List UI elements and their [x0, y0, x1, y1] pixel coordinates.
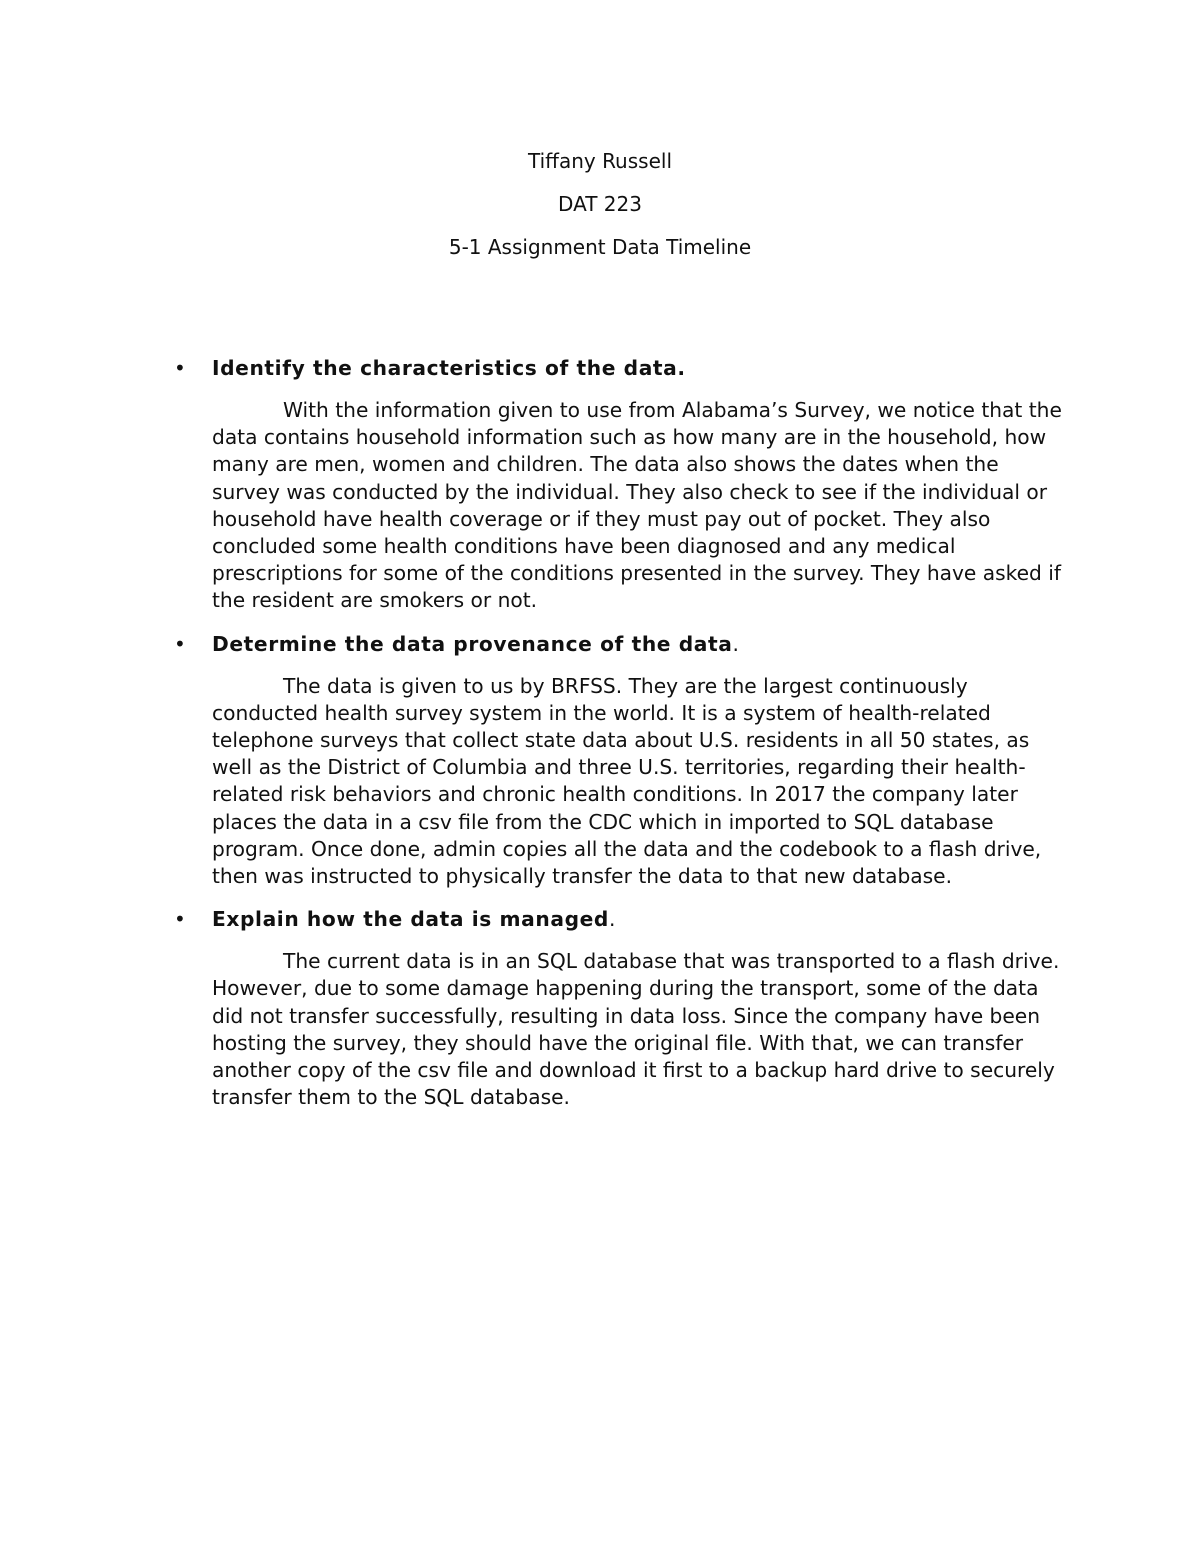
section-heading-tail: .: [732, 631, 740, 656]
section-paragraph: The current data is in an SQL database that was transported to a flash drive. However, due to some damage happening during the transport, some of the data did not transfer successfully, resulting in data loss. Since the company have been hosting the survey, they should have the original file. With that, we can transfer another copy of the csv file and download it first to a backup hard drive to securely transfer them to the SQL database.: [212, 949, 1060, 1110]
document-body: [174, 354, 1072, 1126]
section-management: [174, 905, 1072, 1111]
section-heading-text: Identify the characteristics of the data.: [212, 356, 686, 380]
section-heading: [212, 354, 1072, 382]
section-heading-text: Determine the data provenance of the data: [212, 631, 733, 656]
bullet-icon: •: [174, 907, 186, 932]
document-header: [0, 140, 1200, 269]
section-heading-tail: .: [608, 907, 616, 932]
assignment-title: 5-1 Assignment Data Timeline: [448, 235, 752, 259]
author-name: Tiffany Russell: [528, 149, 672, 173]
section-paragraph: The data is given to us by BRFSS. They are the largest continuously conducted health survey system in the world. It is a system of health-related telephone surveys that collect state data about U.S. residents in all 50 states, as well as the District of Columbia and three U.S. territories, regarding their health-related risk behaviors and chronic health conditions. In 2017 the company later places the data in a csv file from the CDC which in imported to SQL database program. Once done, admin copies all the data and the codebook to a flash drive, then was instructed to physically transfer the data to that new database.: [212, 673, 1042, 889]
bullet-icon: •: [174, 356, 186, 380]
section-heading-text: Explain how the data is managed: [212, 907, 609, 932]
section-heading: [212, 905, 1072, 933]
bullet-icon: •: [174, 631, 186, 656]
section-provenance: [174, 630, 1072, 891]
section-paragraph: With the information given to use from Alabama’s Survey, we notice that the data contains household information such as how many are in the household, how many are men, women and children. The data also shows the dates when the survey was conducted by the individual. They also check to see if the individual or household have health coverage or if they must pay out of pocket. They also concluded some health conditions have been diagnosed and any medical prescriptions for some of the conditions presented in the survey. They have asked if the resident are smokers or not.: [212, 398, 1062, 613]
course-code: DAT 223: [558, 192, 642, 216]
section-characteristics: [174, 354, 1072, 615]
section-heading: [212, 630, 1072, 658]
